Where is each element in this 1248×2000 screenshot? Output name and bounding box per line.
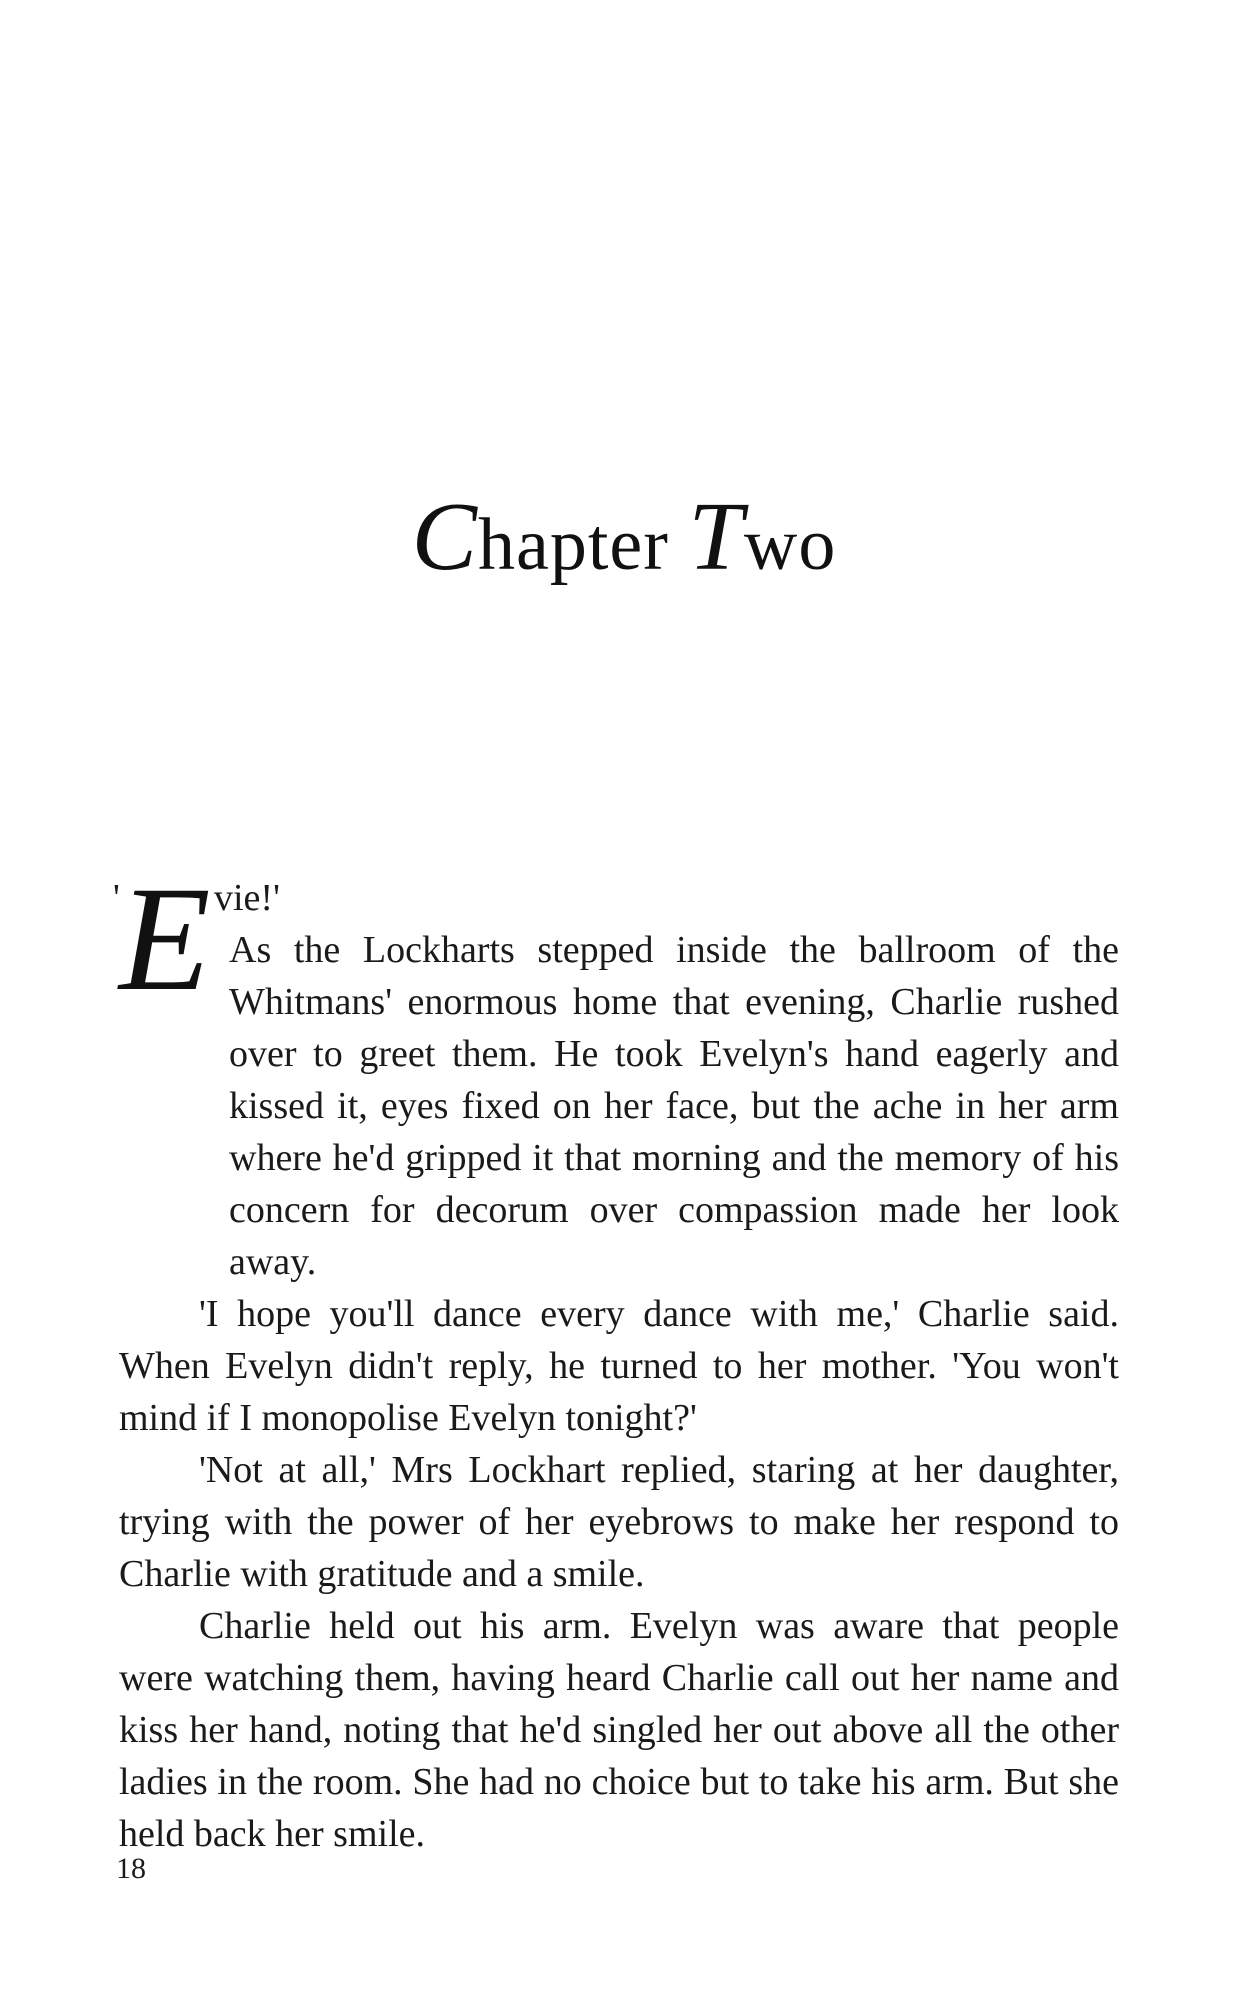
paragraph-3: 'Not at all,' Mrs Lockhart replied, staring at her daughter, trying with the power of her eyebrows to make her respond to Charlie with gratitude and a smile.	[119, 1449, 1119, 1595]
chapter-title-rest-2: wo	[743, 504, 837, 586]
chapter-body	[113, 856, 1119, 1860]
chapter-title-cap-2: T	[688, 483, 744, 591]
drop-cap: E	[119, 856, 211, 1022]
paragraph-2: 'I hope you'll dance every dance with me,' Charlie said. When Evelyn didn't reply, he turned to her mother. 'You won't mind if I monopolise Evelyn tonight?'	[119, 1293, 1119, 1439]
opening-quote-mark: '	[113, 877, 120, 919]
chapter-title-cap: C	[411, 483, 478, 591]
paragraph-1: As the Lockharts stepped inside the ballroom of the Whitmans' enormous home that evening, Charlie rushed over to greet them. He took Evelyn's hand eagerly and kissed it, eyes fixed on her face, but the ache in her arm where he'd gripped it that morning and the memory of his concern for decorum over compassion made her look away.	[229, 929, 1119, 1283]
paragraph-4: Charlie held out his arm. Evelyn was aware that people were watching them, having heard Charlie call out her name and kiss her hand, noting that he'd singled her out above all the other ladies in the room. She had no choice but to take his arm. But she held back her smile.	[119, 1605, 1119, 1855]
page-number: 18	[116, 1852, 146, 1885]
opening-line	[113, 856, 1119, 1022]
chapter-title-rest: hapter	[478, 504, 689, 586]
opening-text: vie!'	[214, 877, 280, 919]
chapter-title	[0, 483, 1248, 591]
